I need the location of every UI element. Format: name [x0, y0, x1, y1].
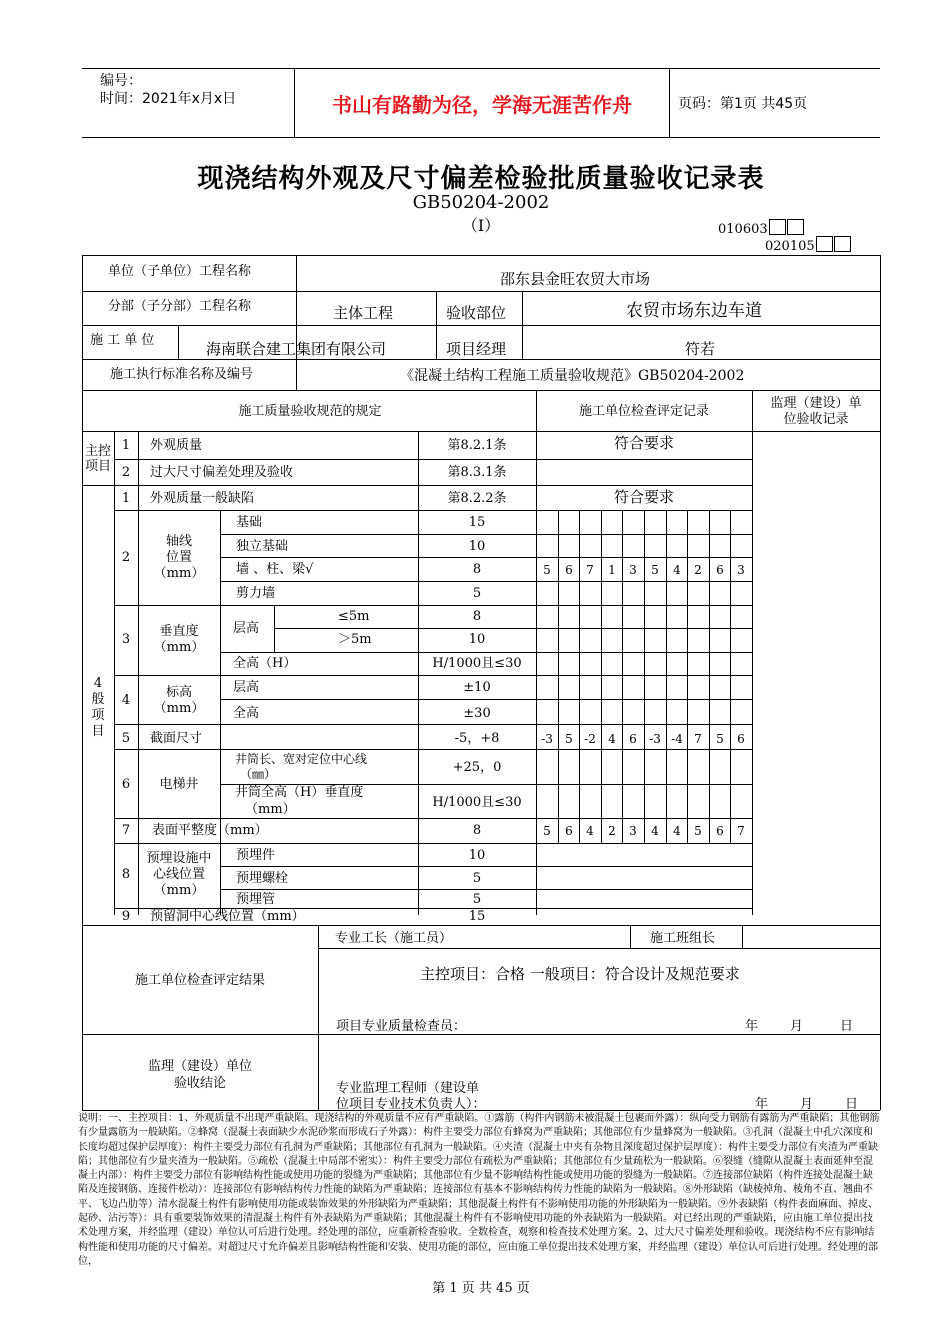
grid-line: [296, 255, 297, 390]
grid-line: [220, 652, 752, 653]
section-value-cell: -4: [671, 732, 683, 746]
code-box: [834, 236, 851, 252]
contractor-label: 施 工 单 位: [90, 333, 155, 348]
hole-item: 预留洞中心线位置（mm）: [150, 909, 305, 924]
section-value-cell: 7: [694, 732, 702, 746]
grid-line: [82, 255, 880, 256]
embed-2-name: 预埋螺栓: [236, 871, 289, 886]
grid-line: [880, 255, 881, 1110]
engineer-label-2: 位项目专业技术负责人）：: [336, 1097, 486, 1112]
general-label: 4 般 项 目: [91, 676, 105, 739]
axis-row-tol: 15: [468, 515, 486, 530]
axis-value-cell: 5: [651, 563, 659, 577]
grid-line: [82, 485, 752, 486]
grid-line: [82, 359, 880, 360]
axis-row-name: 剪力墙: [236, 586, 276, 601]
flat-value-cell: 6: [565, 824, 573, 838]
lift-a2: （㎜）: [240, 767, 277, 781]
explanatory-notes: 说明：一、主控项目：1、外观质量不出现严重缺陷。现浇结构的外观质量不应有严重缺陷。①露筋（构件内钢筋未被混凝土包裹而外露）：纵向受力钢筋有露筋为严重缺陷；其他钢筋有少量露筋为一般缺陷。②蜂窝（混凝土表面缺少水泥砂浆而形成石子外露）：构件主要受力部位有蜂窝为严重缺陷；其他部位有少量蜂窝为一般缺陷。③孔洞（混凝土中孔穴深度和长度均超过保护层厚度）：构件主要受力部位有孔洞为严重缺陷；其他部位有孔洞为一般缺陷。④夹渣（混凝土中夹有杂物且深度超过保护层厚度）：构件主要受力部位有夹渣为严重缺陷；其他部位有少量夹渣为一般缺陷。⑤疏松（混凝土中局部不密实）：构件主要受力部位有疏松为严重缺陷；其他部位有少量疏松为一般缺陷。⑥裂缝（缝隙从混凝土表面延伸至混凝土内部）：构件主要受力部位有影响结构性能或使用功能的裂缝为严重缺陷；其他部位有少量不影响结构性能或使用功能的裂缝为一般缺陷。⑦连接部位缺陷（构件连接处混凝土缺陷及连接钢筋、连接件松动）：连接部位有影响结构传力性能的缺陷为严重缺陷；连接部位有基本不影响结构传力性能的缺陷为一般缺陷。⑧外形缺陷（缺棱掉角、棱角不直、翘曲不平、飞边凸肋等）清水混凝土构件有影响使用功能或装饰效果的外形缺陷为严重缺陷；其他混凝土构件有不影响使用功能的外形缺陷为一般缺陷。⑨外表缺陷（构件表面麻面、掉皮、起砂、沾污等）：具有重要装饰效果的清混凝土构件有外表缺陷为严重缺陷；其他混凝土构件有不影响使用功能的外表缺陷为一般缺陷。对已经出现的严重缺陷，应由施工单位提出技术处理方案，并经监理（建设）单位认可后进行处理。经处理的部位，应重新检查验收。全数检查，观察和检查技术处理方案。2、过大尺寸偏差处理和验收。现浇结构不应有影响结构性能和使用功能的尺寸偏差。对超过尺寸允许偏差且影响结构性能和安装、使用功能的部位，应由施工单位提出技术处理方案，并经监理（建设）单位认可后进行处理。经处理的部位，: [78, 1113, 880, 1267]
flat-item: 表面平整度（mm）: [152, 823, 268, 838]
flat-value-cell: 4: [651, 824, 659, 838]
std-value: 《混凝土结构工程施工质量验收规范》GB50204-2002: [400, 368, 745, 384]
grid-line: [644, 510, 645, 843]
vert-no: 3: [121, 632, 131, 647]
number-label: 编号：: [100, 73, 142, 89]
form-code-1: 010603: [718, 219, 804, 237]
axis-value-cell: 3: [629, 563, 637, 577]
axis-row-tol: 5: [472, 586, 482, 601]
mc2-no: 2: [121, 465, 131, 480]
result-year: 年: [745, 1019, 759, 1034]
page-footer: 第 1 页 共 45 页: [432, 1281, 530, 1296]
flat-value-cell: 5: [694, 824, 702, 838]
axis-row-name: 独立基础: [236, 539, 289, 554]
unit-label: 单位（子单位）工程名称: [108, 264, 252, 279]
grid-line: [114, 459, 752, 460]
grid-line: [622, 510, 623, 843]
vert-label: 垂直度 （mm）: [153, 624, 205, 655]
grid-line: [82, 325, 880, 326]
mc2-item: 过大尺寸偏差处理及验收: [150, 465, 294, 480]
flat-no: 7: [121, 823, 131, 838]
axis-row-name: 基础: [236, 515, 263, 530]
supervision-label: 监理（建设）单位 验收结论: [147, 1059, 252, 1091]
team-leader-label: 施工班组长: [650, 931, 716, 946]
col-supervise-2: 位验收记录: [783, 412, 849, 427]
part-label: 分部（子分部）工程名称: [108, 299, 252, 314]
flat-value-cell: 4: [673, 824, 681, 838]
col-check: 施工单位检查评定记录: [578, 404, 709, 419]
hole-no: 9: [121, 909, 131, 924]
section-tol: -5，+8: [454, 731, 500, 746]
form-code-2: 020105: [765, 236, 851, 254]
mc1-no: 1: [121, 438, 131, 453]
col-spec: 施工质量验收规范的规定: [238, 404, 382, 419]
part-value: 主体工程: [333, 304, 394, 322]
grid-line: [220, 581, 752, 582]
axis-row-name: 墙 、柱、梁√: [236, 562, 314, 577]
result-day: 日: [840, 1019, 854, 1034]
grid-line: [114, 510, 752, 511]
lift-b1: 井筒全高（H）垂直度: [235, 785, 364, 800]
std-label: 施工执行标准名称及编号: [110, 367, 254, 382]
grid-line: [436, 291, 437, 359]
contractor-value: 海南联合建工集团有限公司: [206, 340, 387, 358]
embed-label: 预埋设施中 心线位置 （mm）: [146, 851, 212, 898]
flat-tol: 8: [472, 823, 482, 838]
section-value-cell: 5: [565, 732, 573, 746]
header-strip: [82, 68, 880, 138]
axis-value-cell: 2: [694, 563, 702, 577]
inspector-label: 项目专业质量检查员：: [336, 1019, 467, 1034]
elev-floor: 层高: [233, 680, 260, 695]
code-box: [769, 219, 786, 235]
grid-line: [687, 510, 688, 843]
embed-1-name: 预埋件: [236, 848, 276, 863]
grid-line: [114, 843, 752, 844]
col-supervise-1: 监理（建设）单: [770, 396, 862, 411]
axis-value-cell: 6: [716, 563, 724, 577]
grid-line: [220, 866, 752, 867]
g1-clause: 第8.2.2条: [447, 491, 507, 506]
grid-line: [82, 390, 880, 391]
grid-line: [220, 557, 752, 558]
grid-line: [558, 510, 559, 843]
grid-line: [114, 818, 752, 819]
axis-row-tol: 10: [468, 539, 486, 554]
vert-gt5: ＞5m: [338, 632, 372, 647]
grid-line: [709, 510, 710, 843]
sup-day: 日: [845, 1097, 859, 1112]
grid-line: [220, 699, 752, 700]
axis-value-cell: 7: [586, 563, 594, 577]
section-value-cell: 6: [737, 732, 745, 746]
axis-row-tol: 8: [472, 562, 482, 577]
result-label: 施工单位检查评定结果: [134, 973, 265, 988]
vert-le5-tol: 8: [472, 609, 482, 624]
header-meta: [82, 69, 294, 137]
lift-a-tol: +25，0: [452, 760, 502, 775]
flat-value-cell: 6: [716, 824, 724, 838]
elev-full-tol: ±30: [463, 706, 491, 721]
section-value-cell: 5: [716, 732, 724, 746]
standard-code: GB50204-2002: [412, 192, 550, 213]
section-no: 5: [121, 731, 131, 746]
flat-value-cell: 7: [737, 824, 745, 838]
vert-le5: ≤5m: [338, 609, 370, 624]
vert-floor: 层高: [233, 621, 260, 636]
sup-month: 月: [800, 1097, 814, 1112]
lift-a1: 井筒长、宽对定位中心线: [235, 752, 368, 766]
grid-line: [82, 925, 880, 926]
elev-full: 全高: [233, 706, 260, 721]
section-value-cell: -3: [649, 732, 661, 746]
embed-3-name: 预埋管: [236, 892, 276, 907]
axis-value-cell: 3: [737, 563, 745, 577]
document-title: 现浇结构外观及尺寸偏差检验批质量验收记录表: [197, 164, 765, 194]
section-value-cell: 6: [629, 732, 637, 746]
mc1-result: 符合要求: [613, 434, 674, 452]
g1-result: 符合要求: [613, 488, 674, 506]
accept-value: 农贸市场东边车道: [626, 301, 762, 321]
mc2-clause: 第8.3.1条: [447, 465, 507, 480]
grid-line: [630, 925, 631, 948]
grid-line: [601, 510, 602, 843]
grid-line: [114, 675, 752, 676]
flat-value-cell: 3: [629, 824, 637, 838]
grid-line: [274, 628, 752, 629]
axis-value-cell: 5: [543, 563, 551, 577]
main-control-label: 主控 项目: [84, 444, 111, 474]
hole-tol: 15: [468, 909, 486, 924]
g1-item: 外观质量一般缺陷: [150, 491, 255, 506]
mc1-clause: 第8.2.1条: [447, 438, 507, 453]
sup-year: 年: [755, 1097, 769, 1112]
lift-label: 电梯井: [159, 777, 199, 792]
accept-label: 验收部位: [446, 304, 507, 322]
grid-line: [220, 510, 221, 915]
vert-full-tol: H/1000且≤30: [432, 656, 522, 671]
grid-line: [178, 325, 179, 359]
axis-value-cell: 6: [565, 563, 573, 577]
result-text: 主控项目：合格 一般项目：符合设计及规范要求: [420, 965, 740, 983]
axis-label: 轴线 位置 （mm）: [153, 534, 205, 581]
elev-no: 4: [121, 693, 131, 708]
grid-line: [220, 534, 752, 535]
result-month: 月: [790, 1019, 804, 1034]
engineer-label-1: 专业监理工程师（建设单: [336, 1081, 480, 1096]
embed-3-tol: 5: [472, 892, 482, 907]
embed-no: 8: [121, 867, 131, 882]
unit-value: 邵东县金旺农贸大市场: [500, 270, 651, 288]
flat-value-cell: 2: [608, 824, 616, 838]
vert-full: 全高（H）: [233, 656, 297, 671]
grid-line: [220, 889, 752, 890]
g1-no: 1: [121, 491, 131, 506]
foreman-label: 专业工长（施工员）: [335, 931, 453, 946]
manager-label: 项目经理: [446, 340, 507, 358]
code-box: [816, 236, 833, 252]
vert-gt5-tol: 10: [468, 632, 486, 647]
elev-label: 标高 （mm）: [153, 685, 205, 716]
grid-line: [82, 431, 880, 432]
grid-line: [742, 925, 743, 948]
axis-value-cell: 4: [673, 563, 681, 577]
section-value-cell: -3: [541, 732, 553, 746]
grid-line: [82, 1034, 880, 1035]
grid-line: [318, 925, 319, 1110]
grid-line: [522, 291, 523, 359]
motto: 书山有路勤为径，学海无涯苦作舟: [294, 69, 670, 137]
grid-line: [318, 948, 880, 949]
grid-line: [114, 605, 752, 606]
embed-2-tol: 5: [472, 871, 482, 886]
time-label: 时间：2021年x月x日: [100, 91, 237, 107]
lift-no: 6: [121, 777, 131, 792]
grid-line: [579, 510, 580, 843]
embed-1-tol: 10: [468, 848, 486, 863]
axis-no: 2: [121, 550, 131, 565]
flat-value-cell: 5: [543, 824, 551, 838]
flat-value-cell: 4: [586, 824, 594, 838]
axis-value-cell: 1: [608, 563, 616, 577]
lift-b-tol: H/1000且≤30: [432, 795, 522, 810]
manager-value: 符若: [685, 340, 716, 358]
section-value-cell: -2: [584, 732, 596, 746]
grid-line: [114, 749, 752, 750]
grid-line: [666, 510, 667, 843]
page-label: 页码：第1页 共45页: [678, 96, 808, 112]
section-item: 截面尺寸: [150, 731, 203, 746]
grid-line: [752, 390, 753, 915]
grid-line: [82, 291, 880, 292]
roman-numeral: （I）: [461, 216, 501, 235]
grid-line: [114, 724, 752, 725]
lift-b2: （mm）: [245, 802, 296, 817]
mc1-item: 外观质量: [150, 438, 203, 453]
section-value-cell: 4: [608, 732, 616, 746]
elev-floor-tol: ±10: [463, 680, 491, 695]
grid-line: [730, 510, 731, 843]
code-box: [787, 219, 804, 235]
